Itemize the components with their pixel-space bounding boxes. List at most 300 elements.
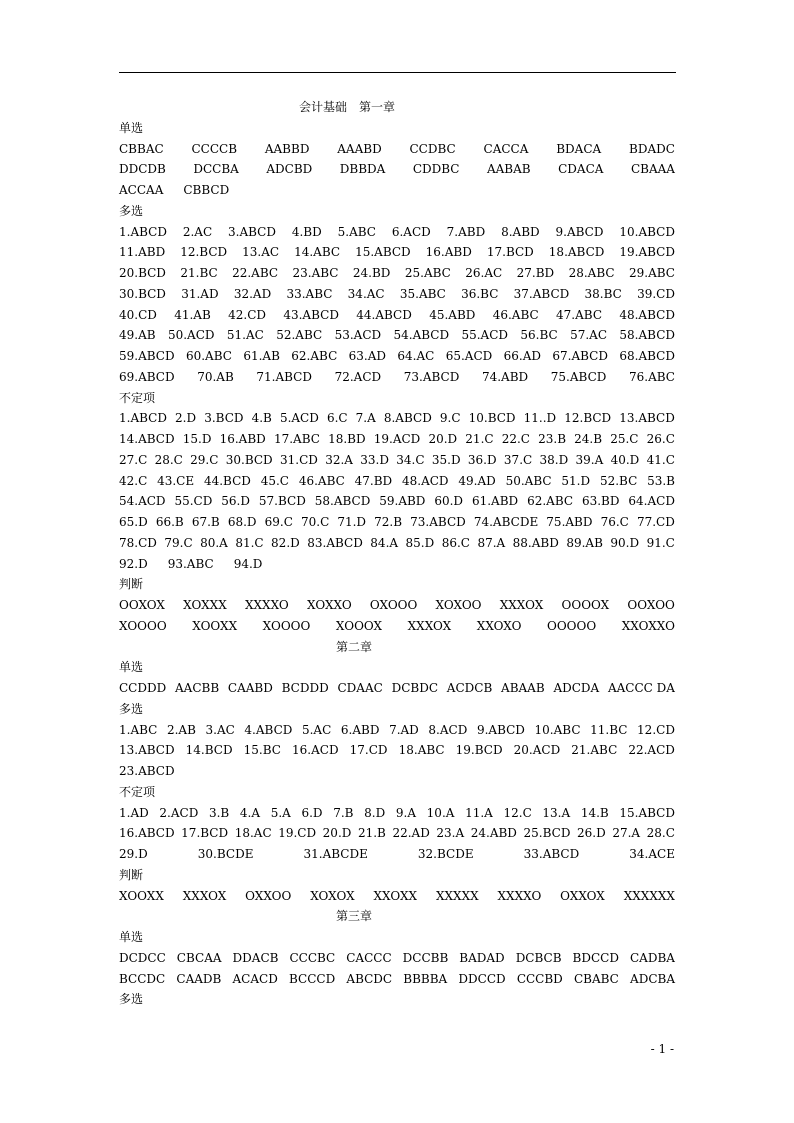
answer-item: 9.ABCD <box>555 224 604 239</box>
answer-item: 83.ABCD <box>307 535 363 550</box>
document-body <box>119 97 679 1010</box>
answer-item: 2.AB <box>166 722 196 737</box>
answer-item: 23.A <box>436 826 465 841</box>
answer-item: 39.A <box>575 452 604 467</box>
answer-item: 20.D <box>428 432 458 446</box>
answer-item: BBBBA <box>403 971 448 986</box>
answer-item: 31.ABCDE <box>303 847 368 861</box>
answer-item: 35.ABC <box>399 286 446 301</box>
answer-item: BCDDD <box>281 681 329 695</box>
answer-item: XOOXX <box>119 888 164 903</box>
answer-line <box>119 948 675 969</box>
answer-item: XXXXO <box>497 888 542 903</box>
answer-item: 4.ABCD <box>244 722 293 737</box>
answer-item: ABAAB <box>501 681 545 695</box>
answer-item: 22.ABC <box>232 266 279 280</box>
answer-item: 12.C <box>503 805 532 820</box>
answer-item: CAADB <box>176 971 222 986</box>
answer-item: 70.AB <box>197 369 234 384</box>
answer-line <box>119 325 675 346</box>
answer-item: 24.B <box>574 432 603 446</box>
answer-item: 60.ABC <box>185 349 232 363</box>
answer-item: 18.ABC <box>398 743 445 758</box>
answer-item: 10.ABC <box>534 722 581 737</box>
answer-item: 40.CD <box>119 307 157 322</box>
section-label: 单选 <box>119 660 144 675</box>
answer-item: 60.D <box>434 494 464 509</box>
answer-item: 30.BCD <box>225 452 273 467</box>
answer-item: 66.B <box>155 515 184 529</box>
answer-item: 45.ABD <box>429 307 476 322</box>
answer-item: 37.ABCD <box>513 286 570 301</box>
answer-line <box>119 242 675 263</box>
answer-item: 93.ABC <box>167 556 214 571</box>
answer-item: 28.C <box>646 826 675 841</box>
answer-item: 61.AB <box>243 349 280 363</box>
answer-item: DDACB <box>232 950 279 965</box>
answer-item: 71.D <box>337 515 367 529</box>
answer-item: 68.D <box>227 515 257 529</box>
answer-item: DBBDA <box>339 162 386 177</box>
answer-item: CACCA <box>483 141 529 156</box>
answer-item: 7.AD <box>389 722 419 737</box>
answer-item: 73.ABCD <box>410 515 466 529</box>
answer-item: XXXXXX <box>623 888 675 903</box>
answer-item: 14.ABC <box>294 245 341 260</box>
answer-item: 18.AC <box>234 826 272 841</box>
answer-line <box>119 844 675 865</box>
answer-item: 42.CD <box>228 307 267 322</box>
answer-item: CBBAC <box>119 141 164 156</box>
answer-item: 55.CD <box>174 494 213 509</box>
answer-item: OXOOO <box>369 598 418 612</box>
answer-item: 25.C <box>610 432 639 446</box>
answer-item: 15.D <box>182 432 212 446</box>
answer-item: 8.D <box>364 805 386 820</box>
answer-item: 72.B <box>374 515 403 529</box>
answer-line <box>119 533 675 554</box>
answer-item: 38.D <box>539 452 569 467</box>
answer-item: DCCBA <box>193 162 239 177</box>
answer-item: 44.BCD <box>203 473 251 488</box>
answer-item: 20.BCD <box>119 266 166 280</box>
answer-item: 31.CD <box>279 452 318 467</box>
answer-item: AAABD <box>337 141 382 156</box>
answer-item: 50.ACD <box>167 328 215 343</box>
answer-item: 31.AD <box>181 286 219 301</box>
answer-item: 34.ACE <box>629 847 675 861</box>
answer-item: 67.B <box>191 515 220 529</box>
answer-item: AACCC DA <box>607 681 675 695</box>
answer-item: 55.ACD <box>461 328 509 343</box>
answer-item: 29.C <box>190 452 219 467</box>
answer-item: 15.ABCD <box>619 805 675 820</box>
answer-item: 43.ABCD <box>283 307 339 322</box>
answer-item: 91.C <box>646 535 675 550</box>
answer-item: 6.D <box>301 805 323 820</box>
answer-item: 22.ACD <box>628 743 675 758</box>
answer-item: 13.ABCD <box>119 743 175 758</box>
answer-item: 3.ABCD <box>228 224 276 239</box>
answer-item: XOOOX <box>335 618 383 633</box>
answer-item: 8.ACD <box>428 722 468 737</box>
answer-line <box>119 263 675 284</box>
answer-item: 72.ACD <box>334 369 382 384</box>
answer-item: 21.ABC <box>571 743 618 758</box>
chapter-title: 第二章 <box>336 639 373 654</box>
answer-item: 50.ABC <box>505 473 552 488</box>
answer-item: 13.A <box>542 805 571 820</box>
answer-item: 14.B <box>580 805 609 820</box>
answer-item: ACACD <box>232 971 278 986</box>
answer-line <box>119 823 675 844</box>
answer-item: 33.ABCD <box>523 847 580 861</box>
answer-line <box>119 139 675 160</box>
answer-item: 16.ABD <box>219 432 266 446</box>
answer-item: CCCBD <box>516 971 563 986</box>
answer-item: 2.AC <box>182 224 213 239</box>
answer-item: 56.D <box>221 494 250 509</box>
answer-item: 13.ABCD <box>619 411 675 426</box>
answer-item: 85.D <box>405 535 435 550</box>
answer-line <box>119 803 675 824</box>
answer-item: CDDBC <box>412 162 460 177</box>
answer-item: 19.CD <box>278 826 317 841</box>
answer-item: XOXXO <box>306 598 352 612</box>
answer-item: XOOXX <box>192 618 238 633</box>
answer-item: 12.BCD <box>564 411 612 426</box>
answer-item: 32.A <box>325 452 353 467</box>
answer-item: 65.ACD <box>445 349 493 363</box>
answer-line <box>119 491 675 512</box>
answer-item: 19.BCD <box>455 743 503 758</box>
section-label: 判断 <box>119 867 144 882</box>
answer-line <box>119 471 675 492</box>
answer-item: 16.ABCD <box>119 826 175 841</box>
answer-item: 19.ACD <box>373 432 421 446</box>
answer-item: 62.ABC <box>527 494 574 509</box>
answer-item: 82.D <box>271 535 300 550</box>
answer-item: 32.AD <box>233 286 272 301</box>
answer-line <box>119 761 675 782</box>
answer-item: BCCCD <box>289 971 336 986</box>
answer-item: 40.D <box>610 452 640 467</box>
answer-item: 24.ABD <box>470 826 517 841</box>
answer-item: 8.ABCD <box>383 411 432 426</box>
answer-item: 12.BCD <box>180 245 228 260</box>
answer-item: 48.ABCD <box>619 307 675 322</box>
answer-item: 7.B <box>333 805 354 820</box>
answer-item: 6.C <box>326 411 348 426</box>
answer-item: 41.AB <box>174 307 211 322</box>
answer-item: 12.CD <box>637 722 675 737</box>
answer-item: OXXOO <box>245 888 292 903</box>
answer-item: ACCAA <box>119 183 164 197</box>
answer-item: 36.D <box>467 452 497 467</box>
answer-item: CBABC <box>573 971 619 986</box>
answer-item: 56.BC <box>520 328 558 343</box>
answer-item: 37.C <box>503 452 533 467</box>
answer-item: XXXOX <box>182 888 227 903</box>
answer-item: CACCC <box>346 950 392 965</box>
answer-item: CBBCD <box>183 183 230 197</box>
answer-item: 42.C <box>119 473 148 488</box>
answer-item: AABBD <box>264 141 310 156</box>
answer-item: 22.AD <box>392 826 430 841</box>
answer-item: 19.ABCD <box>619 245 675 260</box>
answer-item: 28.ABC <box>568 266 615 280</box>
answer-item: 17.BCD <box>181 826 229 841</box>
answer-item: XOXXX <box>183 598 227 612</box>
answer-item: 64.ACD <box>628 494 675 509</box>
answer-item: 15.BC <box>243 743 281 758</box>
answer-item: 61.ABD <box>471 494 519 509</box>
answer-item: 1.AD <box>119 805 149 820</box>
answer-item: 11.BC <box>590 722 628 737</box>
answer-item: 88.ABD <box>512 535 559 550</box>
answer-item: ADCBD <box>266 162 313 177</box>
answer-line <box>119 616 675 637</box>
answer-item: BADAD <box>459 950 505 965</box>
answer-item: 65.D <box>119 515 148 529</box>
answer-item: 58.ABCD <box>314 494 371 509</box>
answer-item: 22.C <box>501 432 530 446</box>
answer-item: 63.AD <box>348 349 387 363</box>
answer-item: 4.B <box>251 411 272 426</box>
answer-item: XXOXX <box>373 888 418 903</box>
answer-item: XOXOX <box>310 888 355 903</box>
answer-item: 67.ABCD <box>552 349 608 363</box>
answer-item: 29.D <box>119 847 148 861</box>
answer-line <box>119 450 675 471</box>
answer-item: 89.AB <box>566 535 603 550</box>
answer-line <box>119 678 675 699</box>
answer-item: 70.C <box>300 515 330 529</box>
answer-item: 81.C <box>235 535 264 550</box>
answer-item: XXOXO <box>476 618 522 633</box>
answer-item: 54.ABCD <box>393 328 450 343</box>
answer-item: XXOXXO <box>621 618 675 633</box>
answer-item: 38.BC <box>584 286 622 301</box>
answer-item: 75.ABCD <box>550 369 607 384</box>
answer-item: 71.ABCD <box>256 369 312 384</box>
answer-item: 20.ACD <box>513 743 561 758</box>
answer-item: 57.BCD <box>258 494 306 509</box>
answer-line <box>119 886 675 907</box>
answer-item: 41.C <box>646 452 675 467</box>
answer-item: CDACA <box>558 162 604 177</box>
answer-item: 5.A <box>270 805 291 820</box>
answer-item: 6.ABD <box>340 722 380 737</box>
answer-item: 4.A <box>239 805 261 820</box>
section-label: 多选 <box>119 992 144 1007</box>
answer-item: 15.ABCD <box>355 245 411 260</box>
answer-item: 25.ABC <box>404 266 451 280</box>
answer-item: OOOOO <box>547 618 597 633</box>
answer-item: 14.ABCD <box>119 432 175 446</box>
answer-item: 94.D <box>233 556 263 571</box>
answer-item: 52.ABC <box>276 328 323 343</box>
answer-item: 62.ABC <box>291 349 338 363</box>
answer-item: 76.C <box>600 515 629 529</box>
answer-item: 9.ABCD <box>476 722 525 737</box>
answer-item: 59.ABCD <box>119 349 175 363</box>
answer-item: DCBDC <box>391 681 439 695</box>
answer-item: 21.BC <box>180 266 218 280</box>
answer-item: 23.B <box>538 432 567 446</box>
answer-item: XXXOX <box>499 598 544 612</box>
answer-item: XOOOO <box>262 618 311 633</box>
answer-line <box>119 969 675 990</box>
answer-item: BDCCD <box>572 950 619 965</box>
answer-item: DDCCD <box>458 971 506 986</box>
answer-item: 75.ABD <box>546 515 593 529</box>
answer-item: 28.C <box>154 452 183 467</box>
answer-item: BDACA <box>556 141 602 156</box>
answer-item: 66.AD <box>503 349 542 363</box>
answer-item: 5.ACD <box>279 411 319 426</box>
answer-item: 69.ABCD <box>119 369 175 384</box>
section-label: 不定项 <box>119 784 156 799</box>
answer-item: 51.AC <box>226 328 264 343</box>
answer-line <box>119 305 675 326</box>
answer-item: ABCDC <box>346 971 393 986</box>
answer-item: CBAAA <box>630 162 675 177</box>
answer-item: AABAB <box>486 162 531 177</box>
answer-item: 86.C <box>441 535 470 550</box>
answer-item: 27.C <box>119 452 148 467</box>
answer-item: OOOOX <box>561 598 610 612</box>
answer-item: DCBCB <box>515 950 562 965</box>
answer-item: 47.BD <box>354 473 393 488</box>
answer-item: 80.A <box>200 535 228 550</box>
answer-item: 18.ABCD <box>548 245 605 260</box>
answer-item: XOXOO <box>435 598 482 612</box>
answer-item: 49.AD <box>458 473 496 488</box>
answer-item: OXXOX <box>560 888 605 903</box>
answer-item: 90.D <box>610 535 640 550</box>
answer-item: XXXOX <box>407 618 452 633</box>
section-label: 不定项 <box>119 390 156 405</box>
answer-item: 26.AC <box>465 266 503 280</box>
answer-item: 11.ABD <box>119 245 166 260</box>
answer-item: 53.B <box>647 473 675 488</box>
answer-item: 4.BD <box>291 224 322 239</box>
answer-item: XXXXX <box>435 888 479 903</box>
answer-item: CDAAC <box>337 681 383 695</box>
answer-item: 48.ACD <box>401 473 449 488</box>
answer-item: 24.BD <box>352 266 391 280</box>
answer-item: 17.ABC <box>273 432 320 446</box>
answer-item: ADCBA <box>630 971 675 986</box>
answer-item: 1.ABCD <box>119 411 167 426</box>
answer-item: CCCCB <box>191 141 238 156</box>
answer-item: 27.BD <box>516 266 555 280</box>
answer-line <box>119 720 675 741</box>
answer-item: 10.ABCD <box>619 224 675 239</box>
answer-item: 32.BCDE <box>417 847 474 861</box>
chapter-title: 第三章 <box>336 909 373 924</box>
answer-item: 39.CD <box>637 286 675 301</box>
answer-item: 2.D <box>175 411 197 426</box>
answer-item: 46.ABC <box>492 307 539 322</box>
answer-item: 1.ABC <box>119 722 158 737</box>
answer-item: 3.B <box>208 805 230 820</box>
answer-item: 57.AC <box>570 328 608 343</box>
answer-item: 53.ACD <box>334 328 382 343</box>
answer-item: 74.ABCDE <box>473 515 539 529</box>
answer-line <box>119 159 675 180</box>
answer-item: 17.BCD <box>486 245 534 260</box>
answer-item: 69.C <box>264 515 293 529</box>
answer-item: 10.BCD <box>468 411 516 426</box>
answer-item: 68.ABCD <box>619 349 675 363</box>
answer-item: DCCBB <box>402 950 449 965</box>
answer-item: 8.ABD <box>501 224 540 239</box>
answer-item: 5.AC <box>301 722 332 737</box>
answer-item: 49.AB <box>119 328 156 343</box>
answer-item: 73.ABCD <box>403 369 460 384</box>
answer-item: 30.BCD <box>119 286 166 301</box>
answer-item: 51.D <box>561 473 591 488</box>
section-label: 单选 <box>119 930 144 944</box>
answer-item: CADBA <box>629 950 675 965</box>
answer-item: 2.ACD <box>159 805 199 820</box>
answer-item: 33.ABC <box>286 286 333 301</box>
answer-item: 34.C <box>396 452 425 467</box>
answer-line <box>119 429 675 450</box>
answer-item: 17.CD <box>349 743 388 758</box>
answer-item: 9.C <box>439 411 461 426</box>
answer-line <box>119 512 675 533</box>
answer-item: 30.BCDE <box>197 847 254 861</box>
answer-line <box>119 740 675 761</box>
answer-item: 43.CE <box>157 473 195 488</box>
answer-item: 5.ABC <box>337 224 376 239</box>
answer-item: 9.A <box>395 805 417 820</box>
answer-line <box>119 222 675 243</box>
answer-item: 92.D <box>119 556 148 571</box>
answer-item: CAABD <box>227 681 273 695</box>
answer-item: 35.D <box>431 452 461 467</box>
answer-item: 29.ABC <box>628 266 675 280</box>
answer-item: 3.AC <box>205 722 235 737</box>
chapter-title: 会计基础 第一章 <box>299 100 396 114</box>
answer-item: 23.ABCD <box>119 764 175 778</box>
answer-line <box>119 595 675 616</box>
answer-item: 13.AC <box>242 245 280 260</box>
answer-item: 87.A <box>477 535 506 550</box>
section-label: 判断 <box>119 577 144 592</box>
header-rule <box>119 72 676 73</box>
answer-item: BDADC <box>629 141 675 156</box>
answer-line <box>119 346 675 367</box>
answer-item: 20.D <box>322 826 352 841</box>
answer-item: CCDDD <box>119 681 167 695</box>
answer-item: 64.AC <box>397 349 435 363</box>
answer-item: 33.D <box>360 452 389 467</box>
answer-item: 45.C <box>260 473 289 488</box>
answer-item: 10.A <box>426 805 455 820</box>
answer-item: 52.BC <box>599 473 638 488</box>
answer-item: 7.ABD <box>446 224 486 239</box>
answer-item: 34.AC <box>347 286 385 301</box>
answer-item: 14.BCD <box>185 743 233 758</box>
answer-item: 23.ABC <box>292 266 339 280</box>
answer-item: 18.BD <box>328 432 366 446</box>
answer-item: XXXXO <box>244 598 289 612</box>
answer-item: OOXOX <box>119 598 165 612</box>
